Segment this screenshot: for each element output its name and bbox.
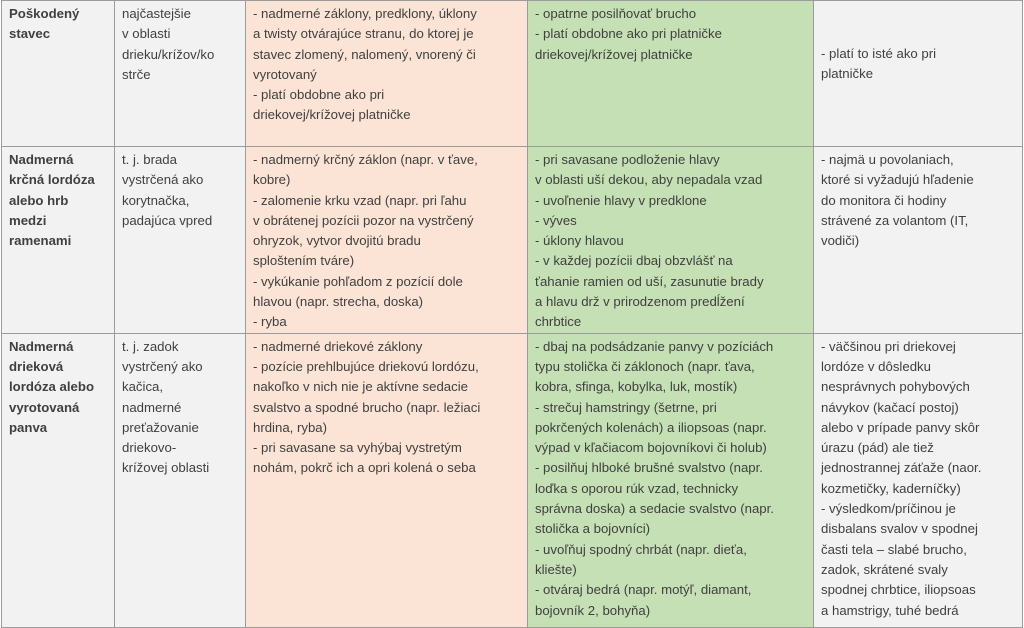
cell-line: vystrčená ako	[122, 172, 204, 188]
cell-line: hrdina, ryba)	[253, 419, 328, 435]
cell-line: krížovej oblasti	[122, 460, 210, 476]
cell-line: ramenami	[9, 233, 72, 249]
cell-line: návykov (kačací postoj)	[821, 399, 959, 415]
cell-line: drieku/krížov/ko	[122, 46, 215, 62]
cell-line: a hlavu drž v prirodzenom predĺžení	[535, 294, 745, 310]
cell-line: alebo hrb	[9, 192, 69, 208]
cell-line: - výves	[535, 212, 577, 228]
cell-line: - pozície prehlbujúce driekovú lordózu,	[253, 358, 479, 374]
cell-line: nesprávnych pohybových	[821, 379, 970, 395]
cell-line: alebo v prípade panvy skôr	[821, 419, 980, 435]
spacer	[821, 4, 1016, 44]
cell-line: vyrotovaná	[9, 399, 80, 415]
cell-line: loďka s oporou rúk vzad, technicky	[535, 480, 739, 496]
condition-name-cell	[2, 333, 115, 627]
cell-line: vystrčený ako	[122, 358, 203, 374]
recommended-cell	[528, 1, 814, 147]
cell-line: - dbaj na podsádzanie panvy v pozíciách	[535, 338, 774, 354]
cell-line: ohryzok, vytvor dvojitú bradu	[253, 233, 421, 249]
cell-line: kobra, sfinga, kobylka, luk, mostík)	[535, 379, 738, 395]
cell-line: disbalans svalov v spodnej	[821, 521, 978, 537]
cell-line: lordóze v dôsledku	[821, 358, 931, 374]
cell-line: Poškodený	[9, 6, 80, 21]
cell-line: - otváraj bedrá (napr. motýľ, diamant,	[535, 582, 752, 598]
cell-line: pokrčených kolenách) a iliopsoas (napr.	[535, 419, 767, 435]
cell-line: vyrotovaný	[253, 66, 317, 82]
cell-line: - platí obdobne ako pri	[253, 87, 385, 103]
cell-line: v obrátenej pozícii pozor na vystrčený	[253, 212, 474, 228]
recommended-cell	[528, 333, 814, 627]
cell-line: vodiči)	[821, 233, 860, 249]
cell-line: svalstvo a spodné brucho (napr. ležiaci	[253, 399, 481, 415]
cell-line: - pri savasane sa vyhýbaj vystretým	[253, 440, 462, 456]
cell-line: - ryba	[253, 314, 287, 330]
note-cell	[814, 1, 1023, 147]
cell-line: medzi	[9, 212, 47, 228]
cell-line: - posilňuj hlboké brušné svalstvo (napr.	[535, 460, 763, 476]
cell-line: - uvoľňuj spodný chrbát (napr. dieťa,	[535, 541, 747, 557]
table-row	[2, 333, 1023, 627]
cell-line: lordóza alebo	[9, 379, 94, 395]
cell-line: - v každej pozícii dbaj obzvlášť na	[535, 253, 733, 269]
cell-line: - opatrne posilňovať brucho	[535, 6, 697, 21]
cell-line: kobre)	[253, 172, 291, 188]
yoga-contraindications-table	[1, 0, 1023, 628]
cell-line: kačica,	[122, 379, 164, 395]
cell-line: korytnačka,	[122, 192, 190, 208]
cell-line: - zalomenie krku vzad (napr. pri ľahu	[253, 192, 467, 208]
cell-line: driekovej/krížovej platničke	[535, 46, 693, 62]
condition-name-cell	[2, 1, 115, 147]
cell-line: typu stolička či záklonoch (napr. ťava,	[535, 358, 755, 374]
recommended-cell	[528, 147, 814, 334]
cell-line: driekovo-	[122, 440, 177, 456]
avoid-cell	[246, 147, 528, 334]
cell-line: spodnej chrbtice, iliopsoas	[821, 582, 976, 598]
cell-line: nadmerné	[122, 399, 182, 415]
cell-line: padajúca vpred	[122, 212, 213, 228]
description-cell	[115, 1, 246, 147]
cell-line: najčastejšie	[122, 6, 191, 21]
cell-line: - platí obdobne ako pri platničke	[535, 26, 722, 42]
cell-line: - väčšinou pri driekovej	[821, 338, 956, 354]
cell-line: kliešte)	[535, 561, 577, 577]
cell-line: do monitora či hodiny	[821, 192, 947, 208]
cell-line: platničke	[821, 66, 874, 82]
cell-line: - vykúkanie pohľadom z pozícií dole	[253, 273, 463, 289]
cell-line: sploštením tváre)	[253, 253, 355, 269]
cell-line: Nadmerná	[9, 152, 74, 167]
cell-line: v oblasti	[122, 26, 171, 42]
cell-line: - najmä u povolaniach,	[821, 152, 954, 167]
cell-line: panva	[9, 419, 48, 435]
cell-line: t. j. brada	[122, 152, 177, 167]
cell-line: výpad v kľačiacom bojovníkovi či holub)	[535, 440, 767, 456]
cell-line: stavec	[9, 26, 51, 42]
cell-line: časti tela – slabé brucho,	[821, 541, 967, 557]
cell-line: ťahanie ramien od uší, zasunutie brady	[535, 273, 764, 289]
cell-line: v oblasti uší dekou, aby nepadala vzad	[535, 172, 763, 188]
cell-line: strávené za volantom (IT,	[821, 212, 969, 228]
condition-name-cell	[2, 147, 115, 334]
cell-line: drieková	[9, 358, 64, 374]
cell-line: - výsledkom/príčinou je	[821, 501, 956, 517]
cell-line: Nadmerná	[9, 338, 74, 354]
cell-line: - úklony hlavou	[535, 233, 624, 249]
note-cell	[814, 147, 1023, 334]
table-row	[2, 147, 1023, 334]
table-row	[2, 1, 1023, 147]
cell-line: t. j. zadok	[122, 338, 179, 354]
description-cell	[115, 333, 246, 627]
note-cell	[814, 333, 1023, 627]
cell-line: stavec zlomený, nalomený, vnorený či	[253, 46, 476, 62]
cell-line: a hamstrigy, tuhé bedrá	[821, 602, 959, 618]
cell-line: ktoré si vyžadujú hľadenie	[821, 172, 974, 188]
cell-line: kozmetičky, kaderníčky)	[821, 480, 961, 496]
cell-line: - platí to isté ako pri	[821, 46, 937, 61]
cell-line: nohám, pokrč ich a opri kolená o seba	[253, 460, 476, 476]
cell-line: - nadmerný krčný záklon (napr. v ťave,	[253, 152, 478, 167]
avoid-cell	[246, 1, 528, 147]
cell-line: - uvoľnenie hlavy v predklone	[535, 192, 707, 208]
cell-line: - nadmerné driekové záklony	[253, 338, 423, 354]
cell-line: - nadmerné záklony, predklony, úklony	[253, 6, 477, 21]
cell-line: úrazu (pád) ale tiež	[821, 440, 934, 456]
cell-line: bojovník 2, bohyňa)	[535, 602, 651, 618]
cell-line: - strečuj hamstringy (šetrne, pri	[535, 399, 717, 415]
cell-line: zadok, skrátené svaly	[821, 561, 948, 577]
cell-line: stolička a bojovníci)	[535, 521, 651, 537]
table-body	[2, 1, 1023, 628]
cell-line: strče	[122, 66, 151, 82]
cell-line: chrbtice	[535, 314, 582, 330]
cell-line: jednostrannej záťaže (naor.	[821, 460, 982, 476]
cell-line: - pri savasane podloženie hlavy	[535, 152, 720, 167]
cell-line: hlavou (napr. strecha, doska)	[253, 294, 424, 310]
cell-line: preťažovanie	[122, 419, 199, 435]
cell-line: driekovej/krížovej platničke	[253, 107, 411, 123]
cell-line: správna doska) a sedacie svalstvo (napr.	[535, 501, 774, 517]
avoid-cell	[246, 333, 528, 627]
cell-line: krčná lordóza	[9, 172, 95, 188]
cell-line: nakoľko v nich nie je aktívne sedacie	[253, 379, 468, 395]
description-cell	[115, 147, 246, 334]
cell-line: a twisty otvárajúce stranu, do ktorej je	[253, 26, 474, 42]
